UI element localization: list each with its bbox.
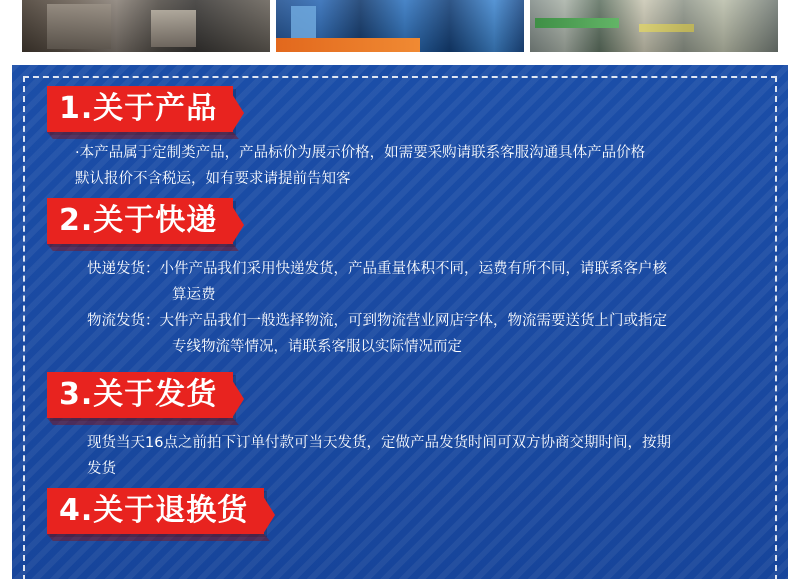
express-logistics-label: 物流发货： [87,313,160,329]
section-shipping-line-2: 发货 [87,461,116,477]
section-product-heading: 1.关于产品 [47,86,233,132]
section-shipping [29,372,771,482]
section-product [29,86,771,192]
section-express [29,198,771,360]
express-logistics-text-2: 专线物流等情况，请联系客服以实际情况而定 [172,339,462,355]
assembly-workshop-photo [530,0,778,52]
workshop-machinery-photo [22,0,270,52]
blue-press-machines-photo [276,0,524,52]
express-courier-text-2: 算运费 [172,287,216,303]
section-shipping-heading-wrap [29,372,771,430]
section-shipping-heading: 3.关于发货 [47,372,233,418]
section-product-line-1: ·本产品属于定制类产品，产品标价为展示价格，如需要采购请联系客服沟通具体产品价格 [75,145,646,161]
express-courier-text-1: 小件产品我们采用快递发货，产品重量体积不同，运费有所不同，请联系客户核 [159,261,667,277]
express-logistics-item [87,308,745,334]
section-express-heading-wrap [29,198,771,256]
section-returns [29,488,771,546]
photo-strip [22,0,778,52]
section-product-line-2: 默认报价不含税运，如有要求请提前告知客 [75,171,351,187]
express-courier-item-cont [87,282,745,308]
section-shipping-line-1: 现货当天16点之前拍下订单付款可当天发货，定做产品发货时间可双方协商交期时间，按期 [87,435,671,451]
notice-content [23,76,777,579]
purchase-notice-card [12,65,788,579]
section-express-heading: 2.关于快递 [47,198,233,244]
express-courier-item [87,256,745,282]
express-logistics-text-1: 大件产品我们一般选择物流，可到物流营业网店字体，物流需要送货上门或指定 [159,313,667,329]
section-product-heading-wrap [29,86,771,144]
section-returns-heading-wrap [29,488,771,546]
express-logistics-item-cont [87,334,745,360]
section-returns-heading: 4.关于退换货 [47,488,264,534]
express-courier-label: 快递发货： [87,261,160,277]
